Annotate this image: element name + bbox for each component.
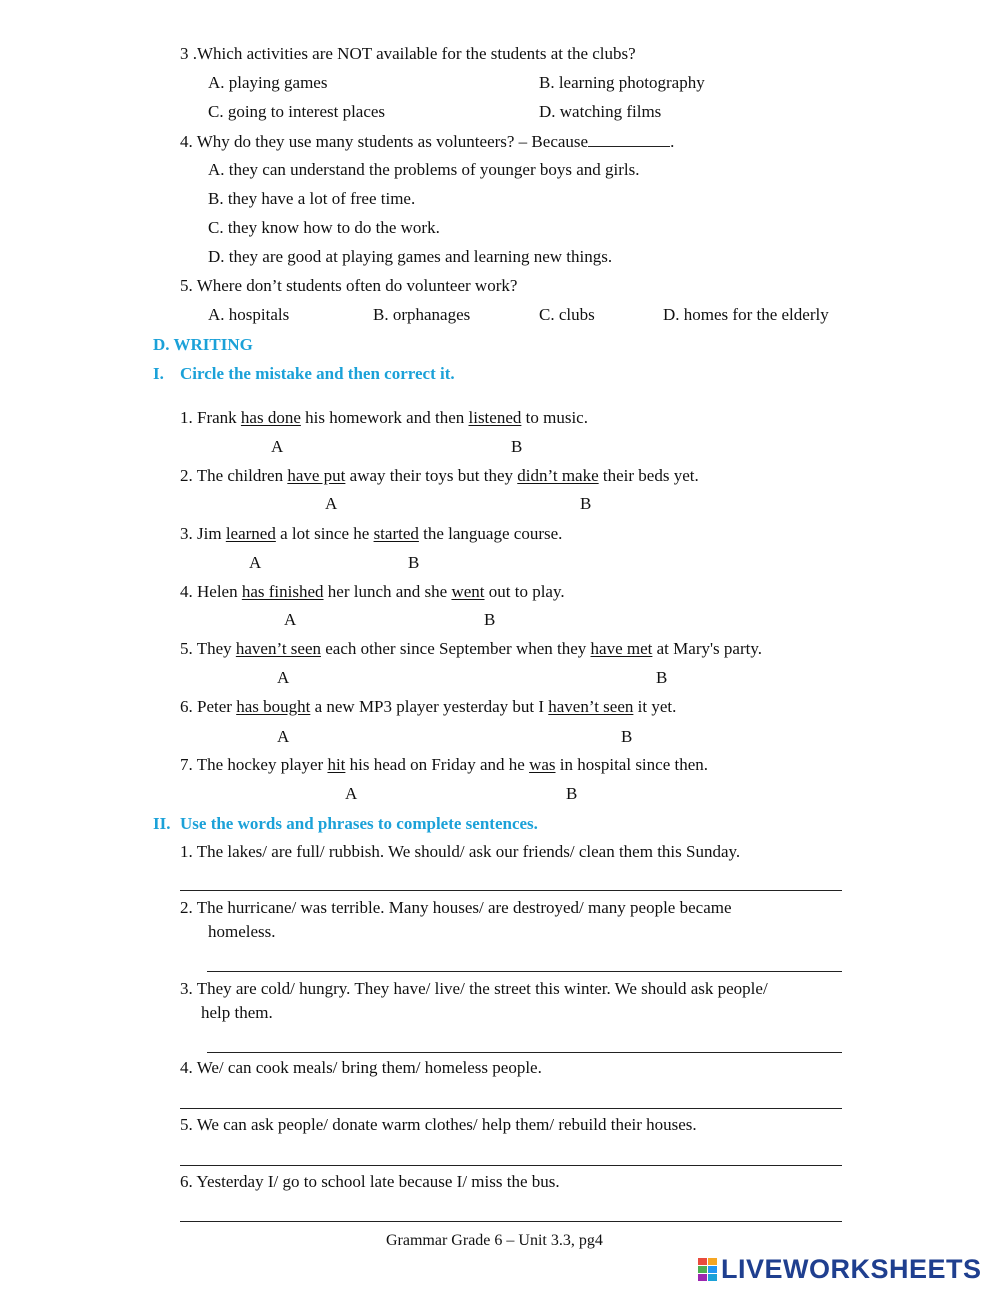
q4-option-d[interactable]: D. they are good at playing games and learning new things.: [208, 247, 613, 266]
item-text: 5. They: [180, 639, 236, 658]
option-b-phrase[interactable]: have met: [590, 639, 653, 658]
sentence-prompt-2-cont: homeless.: [208, 922, 276, 941]
item-text: 6. Peter: [180, 697, 237, 716]
option-a-phrase[interactable]: has finished: [241, 582, 324, 601]
label-b: B: [408, 553, 420, 572]
label-b: B: [580, 494, 592, 513]
item-text: a new MP3 player yesterday but I: [310, 697, 549, 716]
part-1-numeral: I.: [153, 364, 164, 383]
label-b: B: [566, 784, 578, 803]
item-text: away their toys but they: [345, 466, 518, 485]
q5-option-c[interactable]: C. clubs: [539, 305, 595, 324]
option-a-phrase[interactable]: haven’t seen: [235, 639, 321, 658]
label-b: B: [511, 437, 523, 456]
q5-option-b[interactable]: B. orphanages: [373, 305, 471, 324]
item-text: 4. Helen: [180, 582, 242, 601]
mistake-item-4: [180, 582, 565, 602]
item-text: 7. The hockey player: [180, 755, 328, 774]
mistake-item-6: [180, 697, 676, 717]
sentence-prompt-5: 5. We can ask people/ donate warm clothes/ help them/ rebuild their houses.: [180, 1115, 697, 1134]
logo-blocks-icon: [697, 1256, 719, 1282]
item-text: at Mary's party.: [652, 639, 762, 658]
item-text: each other since September when they: [321, 639, 591, 658]
part-2-instruction: Use the words and phrases to complete sentences.: [180, 814, 538, 833]
item-text: in hospital since then.: [555, 755, 709, 774]
writing-section-title: D. WRITING: [153, 335, 253, 354]
label-a: A: [277, 668, 290, 687]
option-b-phrase[interactable]: listened: [468, 408, 522, 427]
answer-line-1[interactable]: [180, 890, 842, 891]
sentence-prompt-1: 1. The lakes/ are full/ rubbish. We should/ ask our friends/ clean them this Sunday.: [180, 842, 741, 861]
sentence-prompt-3-cont: help them.: [201, 1003, 273, 1022]
item-text: 2. The children: [180, 466, 288, 485]
label-a: A: [345, 784, 358, 803]
item-text: the language course.: [418, 524, 563, 543]
q5-option-a[interactable]: A. hospitals: [208, 305, 290, 324]
item-text: 3. Jim: [180, 524, 226, 543]
q5-option-d[interactable]: D. homes for the elderly: [663, 305, 829, 324]
option-b-phrase[interactable]: haven’t seen: [548, 697, 634, 716]
mistake-item-5: [180, 639, 762, 659]
answer-blank[interactable]: [588, 131, 670, 147]
label-a: A: [249, 553, 262, 572]
q4-option-b[interactable]: B. they have a lot of free time.: [208, 189, 416, 208]
mistake-item-3: [180, 524, 562, 544]
option-b-phrase[interactable]: went: [451, 582, 485, 601]
label-a: A: [284, 610, 297, 629]
question-4-end: .: [670, 132, 675, 151]
sentence-prompt-6: 6. Yesterday I/ go to school late because I/ miss the bus.: [180, 1172, 560, 1191]
option-a-phrase[interactable]: has bought: [236, 697, 311, 716]
q3-option-d[interactable]: D. watching films: [539, 102, 662, 121]
question-5-stem: 5. Where don’t students often do volunteer work?: [180, 276, 518, 295]
option-a-phrase[interactable]: hit: [327, 755, 346, 774]
item-text: his head on Friday and he: [345, 755, 530, 774]
sentence-prompt-4: 4. We/ can cook meals/ bring them/ homeless people.: [180, 1058, 542, 1077]
option-b-phrase[interactable]: was: [529, 755, 556, 774]
option-b-phrase[interactable]: didn’t make: [517, 466, 599, 485]
question-4-stem: [180, 131, 674, 152]
label-b: B: [484, 610, 496, 629]
answer-line-5[interactable]: [180, 1165, 842, 1166]
option-a-phrase[interactable]: has done: [240, 408, 301, 427]
part-2-numeral: II.: [153, 814, 171, 833]
option-a-phrase[interactable]: learned: [225, 524, 276, 543]
sentence-prompt-2: 2. The hurricane/ was terrible. Many houses/ are destroyed/ many people became: [180, 898, 732, 917]
mistake-item-1: [180, 408, 588, 428]
label-b: B: [656, 668, 668, 687]
answer-line-6[interactable]: [180, 1221, 842, 1222]
question-3-stem: 3 .Which activities are NOT available for the students at the clubs?: [180, 44, 636, 63]
item-text: 1. Frank: [180, 408, 241, 427]
item-text: it yet.: [633, 697, 677, 716]
item-text: to music.: [521, 408, 588, 427]
q3-option-b[interactable]: B. learning photography: [539, 73, 705, 92]
item-text: their beds yet.: [598, 466, 699, 485]
liveworksheets-logo: [697, 1255, 982, 1283]
label-a: A: [271, 437, 284, 456]
option-b-phrase[interactable]: started: [373, 524, 419, 543]
mistake-item-2: [180, 466, 699, 486]
label-a: A: [277, 727, 290, 746]
answer-line-2[interactable]: [207, 971, 842, 972]
q4-option-c[interactable]: C. they know how to do the work.: [208, 218, 440, 237]
item-text: her lunch and she: [323, 582, 452, 601]
question-4-text: 4. Why do they use many students as volunteers? – Because: [180, 132, 589, 151]
part-1-instruction: Circle the mistake and then correct it.: [180, 364, 455, 383]
logo-wordmark: LIVEWORKSHEETS: [721, 1253, 982, 1284]
answer-line-3[interactable]: [207, 1052, 842, 1053]
label-a: A: [325, 494, 338, 513]
q3-option-a[interactable]: A. playing games: [208, 73, 328, 92]
answer-line-4[interactable]: [180, 1108, 842, 1109]
q3-option-c[interactable]: C. going to interest places: [208, 102, 386, 121]
q4-option-a[interactable]: A. they can understand the problems of younger boys and girls.: [208, 160, 640, 179]
item-text: out to play.: [484, 582, 565, 601]
item-text: a lot since he: [275, 524, 374, 543]
label-b: B: [621, 727, 633, 746]
sentence-prompt-3: 3. They are cold/ hungry. They have/ live/ the street this winter. We should ask people/: [180, 979, 768, 998]
page-footer: Grammar Grade 6 – Unit 3.3, pg4: [386, 1232, 603, 1249]
option-a-phrase[interactable]: have put: [287, 466, 346, 485]
item-text: his homework and then: [300, 408, 469, 427]
mistake-item-7: [180, 755, 708, 775]
